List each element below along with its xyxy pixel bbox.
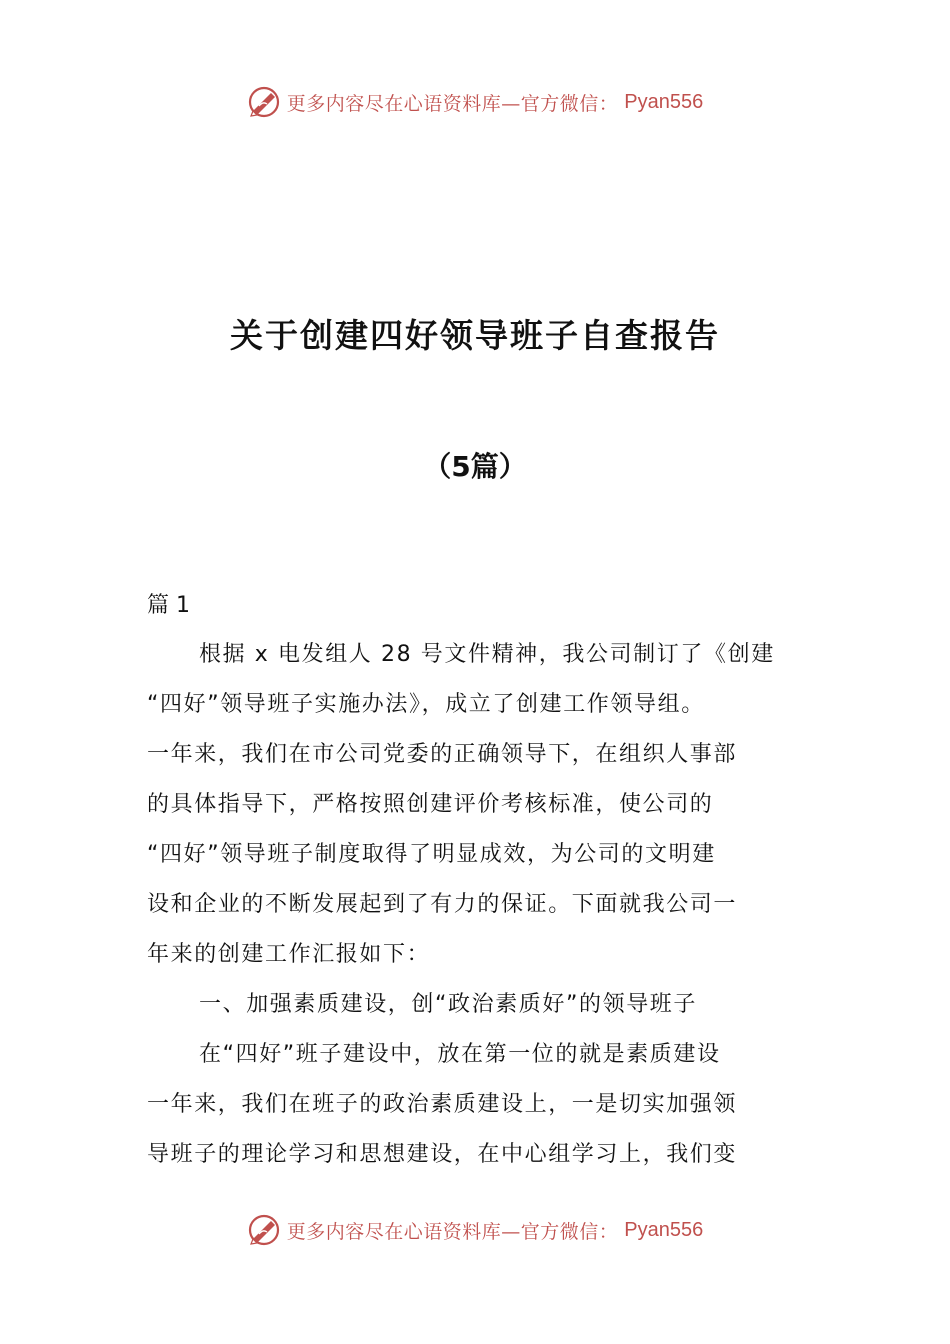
body-line: 导班子的理论学习和思想建设，在中心组学习上，我们变 xyxy=(147,1142,738,1167)
body-line: 一年来，我们在班子的政治素质建设上，一是切实加强领 xyxy=(147,1092,738,1117)
body-line: 在“四好”班子建设中，放在第一位的就是素质建设 xyxy=(199,1042,721,1067)
header-watermark xyxy=(0,82,950,122)
body-line: 的具体指导下，严格按照创建评价考核标准，使公司的 xyxy=(147,792,714,817)
pen-circle-logo-icon xyxy=(247,85,281,119)
footer-watermark xyxy=(0,1210,950,1250)
watermark-text: 更多内容尽在心语资料库—官方微信： xyxy=(286,92,619,115)
body-line: 年来的创建工作汇报如下： xyxy=(147,942,431,967)
body-line: 一年来，我们在市公司党委的正确领导下，在组织人事部 xyxy=(147,742,738,767)
body-line: “四好”领导班子实施办法》，成立了创建工作领导组。 xyxy=(147,692,705,717)
body-text xyxy=(147,630,807,1180)
body-line: “四好”领导班子制度取得了明显成效，为公司的文明建 xyxy=(147,842,716,867)
body-line: 根据 x 电发组人 28 号文件精神，我公司制订了《创建 xyxy=(199,642,775,667)
watermark-wechat-id: Pyan556 xyxy=(624,90,704,113)
section-heading: 一、加强素质建设，创“政治素质好”的领导班子 xyxy=(199,992,697,1017)
document-subtitle: （5篇） xyxy=(423,450,527,483)
body-line: 设和企业的不断发展起到了有力的保证。下面就我公司一 xyxy=(147,892,738,917)
pen-circle-logo-icon xyxy=(247,1213,281,1247)
document-title: 关于创建四好领导班子自查报告 xyxy=(230,316,720,355)
section-label: 篇 1 xyxy=(147,593,190,618)
watermark-wechat-id: Pyan556 xyxy=(624,1218,704,1241)
watermark-text: 更多内容尽在心语资料库—官方微信： xyxy=(286,1220,619,1243)
